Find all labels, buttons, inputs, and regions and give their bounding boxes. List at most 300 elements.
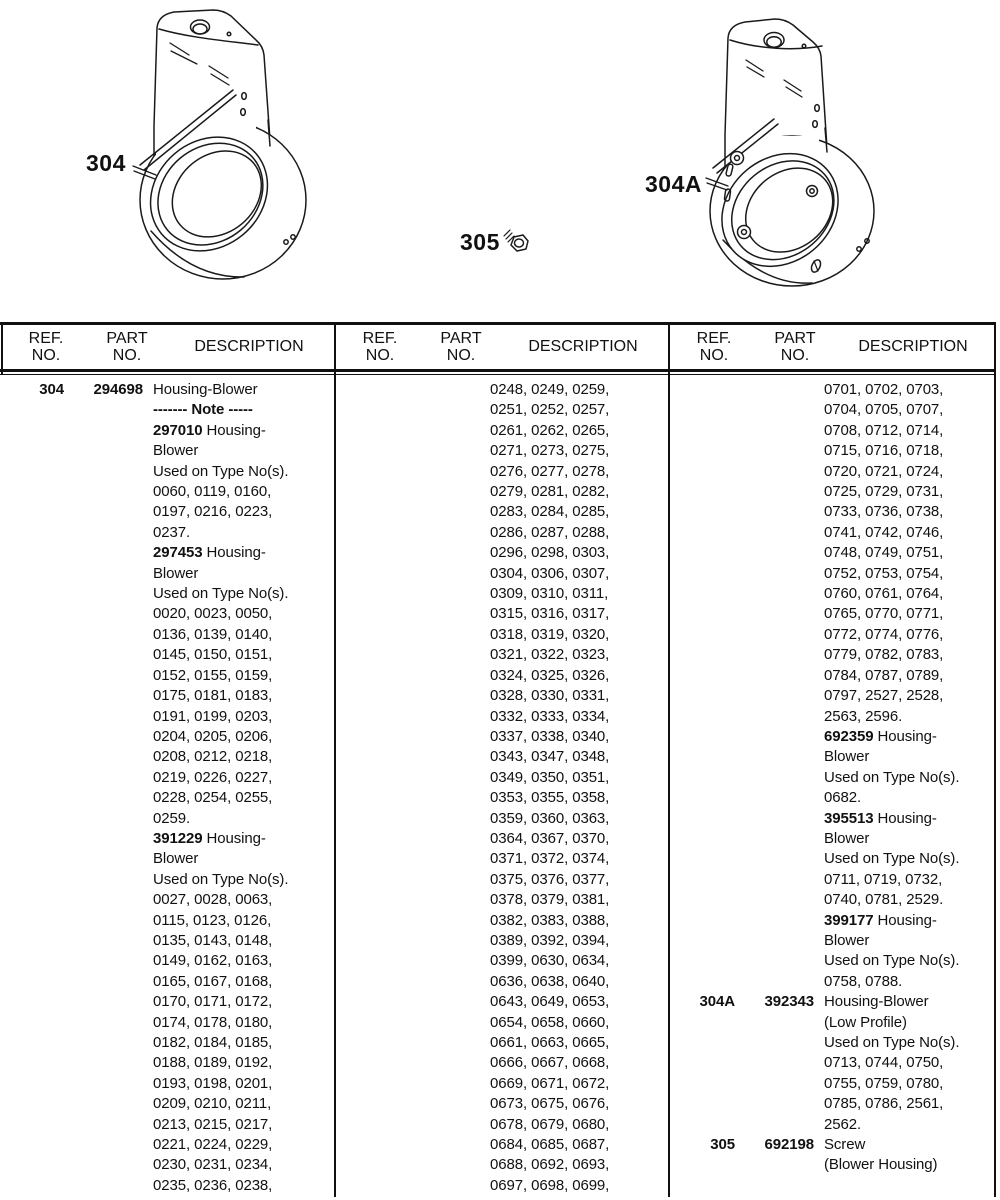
ref-no-value xyxy=(671,1115,735,1135)
ref-no-value xyxy=(337,1155,401,1175)
ref-no-value xyxy=(337,829,401,849)
part-no-value xyxy=(401,707,480,727)
part-no-value xyxy=(401,1033,480,1053)
parts-table-line xyxy=(671,625,994,645)
ref-no-value xyxy=(671,482,735,502)
parts-table-line xyxy=(0,1176,334,1196)
description-text: 0349, 0350, 0351, xyxy=(490,768,610,786)
description-text: 0328, 0330, 0331, xyxy=(490,687,610,705)
ref-no-value xyxy=(671,380,735,400)
ref-no-value xyxy=(671,890,735,910)
ref-no-value xyxy=(337,523,401,543)
ref-no-value xyxy=(337,482,401,502)
description-text: 0228, 0254, 0255, xyxy=(153,789,273,807)
description-text: 0772, 0774, 0776, xyxy=(824,625,944,643)
ref-no-value xyxy=(0,972,64,992)
ref-no-value xyxy=(0,564,64,584)
ref-no-value xyxy=(337,951,401,971)
part-no-value xyxy=(401,584,480,604)
parts-table-line xyxy=(671,421,994,441)
description-text: 0230, 0231, 0234, xyxy=(153,1156,273,1174)
parts-table-line xyxy=(337,686,668,706)
parts-table-line xyxy=(337,400,668,420)
ref-no-value xyxy=(337,625,401,645)
parts-table-line xyxy=(671,1115,994,1135)
description-text: 0784, 0787, 0789, xyxy=(824,666,944,684)
description-text: 0711, 0719, 0732, xyxy=(824,870,943,888)
parts-table-line xyxy=(337,747,668,767)
description-text: Blower xyxy=(153,442,199,460)
part-no-value xyxy=(64,584,143,604)
parts-table-line xyxy=(337,1074,668,1094)
parts-table-line xyxy=(337,768,668,788)
parts-table-line xyxy=(337,1176,668,1196)
ref-no-value xyxy=(671,727,735,747)
ref-no-header: REF. NO. xyxy=(696,330,732,364)
ref-no-value xyxy=(337,584,401,604)
part-no-value xyxy=(735,1115,814,1135)
description-text: 0636, 0638, 0640, xyxy=(490,972,610,990)
parts-table-line xyxy=(0,543,334,563)
part-no-value xyxy=(64,911,143,931)
description-text: 0765, 0770, 0771, xyxy=(824,605,944,623)
parts-table-line xyxy=(337,829,668,849)
parts-table-line xyxy=(337,707,668,727)
description-text: 0165, 0167, 0168, xyxy=(153,972,273,990)
parts-table-line xyxy=(671,441,994,461)
ref-no-value xyxy=(337,1053,401,1073)
ref-no-value xyxy=(0,727,64,747)
parts-table-line xyxy=(337,564,668,584)
ref-no-value xyxy=(0,584,64,604)
description-text: 0643, 0649, 0653, xyxy=(490,993,610,1011)
ref-no-value xyxy=(0,686,64,706)
description-text: 0237. xyxy=(153,523,191,541)
ref-no-value xyxy=(671,707,735,727)
ref-no-value xyxy=(671,1013,735,1033)
ref-no-value: 304A xyxy=(699,993,735,1011)
description-text: Used on Type No(s). xyxy=(153,585,289,603)
table-header-rule-thin xyxy=(0,374,996,375)
ref-no-value xyxy=(337,870,401,890)
parts-table-line xyxy=(337,523,668,543)
parts-table-line xyxy=(337,1013,668,1033)
description-text: Used on Type No(s). xyxy=(824,850,960,868)
ref-no-value xyxy=(0,1074,64,1094)
part-no-value xyxy=(401,788,480,808)
part-no-value xyxy=(735,482,814,502)
part-no-value xyxy=(735,584,814,604)
part-no-value xyxy=(735,809,814,829)
parts-table-line xyxy=(337,502,668,522)
part-no-value xyxy=(401,380,480,400)
parts-table-line xyxy=(671,564,994,584)
description-text: 0715, 0716, 0718, xyxy=(824,442,944,460)
ref-no-value xyxy=(671,1155,735,1175)
part-no-value xyxy=(735,564,814,584)
part-no-value xyxy=(64,849,143,869)
parts-table-line xyxy=(0,686,334,706)
part-no-value xyxy=(401,870,480,890)
part-no-value xyxy=(401,482,480,502)
ref-no-value xyxy=(0,1033,64,1053)
description-text: 0283, 0284, 0285, xyxy=(490,503,610,521)
ref-no-value xyxy=(337,747,401,767)
figure-callout-304A: 304A xyxy=(645,171,702,197)
description-text: 0213, 0215, 0217, xyxy=(153,1115,273,1133)
parts-table-line xyxy=(337,666,668,686)
ref-no-value xyxy=(671,829,735,849)
description-text: 0304, 0306, 0307, xyxy=(490,564,610,582)
description-text: 0209, 0210, 0211, xyxy=(153,1095,272,1113)
description-text: Housing-Blower xyxy=(153,381,258,398)
description-text: 0315, 0316, 0317, xyxy=(490,605,610,623)
part-no-value xyxy=(401,890,480,910)
parts-table-line xyxy=(337,1115,668,1135)
ref-no-value xyxy=(671,543,735,563)
parts-table-line xyxy=(337,809,668,829)
part-no-value xyxy=(735,768,814,788)
ref-no-value xyxy=(337,400,401,420)
description-text: 0324, 0325, 0326, xyxy=(490,666,610,684)
ref-no-value xyxy=(671,849,735,869)
ref-no-value xyxy=(671,584,735,604)
ref-no-value xyxy=(337,727,401,747)
description-text: 0748, 0749, 0751, xyxy=(824,544,944,562)
part-no-value xyxy=(735,625,814,645)
ref-no-value xyxy=(337,992,401,1012)
table-header-rule xyxy=(0,369,996,372)
description-text: 0193, 0198, 0201, xyxy=(153,1074,273,1092)
description-text: 0684, 0685, 0687, xyxy=(490,1136,610,1154)
part-no-value xyxy=(401,829,480,849)
ref-no-value xyxy=(671,1094,735,1114)
ref-no-value xyxy=(337,380,401,400)
parts-table-line xyxy=(337,911,668,931)
ref-no-value xyxy=(671,911,735,931)
parts-table-line xyxy=(337,1053,668,1073)
table-divider-2 xyxy=(668,322,670,1197)
description-header: DESCRIPTION xyxy=(528,338,638,355)
ref-no-value xyxy=(0,441,64,461)
parts-table-line xyxy=(337,441,668,461)
description-text: 0673, 0675, 0676, xyxy=(490,1095,610,1113)
part-no-value xyxy=(735,747,814,767)
description-text: Blower xyxy=(153,850,199,868)
description-text: 0188, 0189, 0192, xyxy=(153,1054,273,1072)
part-no-value xyxy=(401,1115,480,1135)
description-text: Blower xyxy=(153,564,199,582)
ref-no-value xyxy=(0,890,64,910)
ref-no-value xyxy=(671,502,735,522)
ref-no-value xyxy=(0,870,64,890)
part-no-value xyxy=(735,666,814,686)
part-no-value xyxy=(64,1013,143,1033)
part-no-value xyxy=(64,564,143,584)
ref-no-value xyxy=(0,482,64,502)
ref-no-value xyxy=(0,625,64,645)
parts-table-line xyxy=(671,1135,994,1155)
part-no-value xyxy=(64,625,143,645)
part-no-header: PART NO. xyxy=(440,330,482,364)
part-no-value xyxy=(401,564,480,584)
part-no-value xyxy=(401,931,480,951)
part-no-header: PART NO. xyxy=(106,330,148,364)
parts-table-panel-2 xyxy=(337,380,668,1196)
parts-table-line xyxy=(0,890,334,910)
part-no-value xyxy=(401,1094,480,1114)
part-no-value xyxy=(735,1053,814,1073)
parts-table-line xyxy=(671,788,994,808)
part-no-value xyxy=(64,1033,143,1053)
part-no-value xyxy=(735,829,814,849)
ref-no-value xyxy=(0,502,64,522)
part-no-value xyxy=(735,502,814,522)
ref-no-value xyxy=(0,829,64,849)
parts-table-line xyxy=(0,972,334,992)
parts-table-line xyxy=(0,645,334,665)
description-text: 395513 Housing- xyxy=(824,809,937,827)
part-no-value xyxy=(64,543,143,563)
description-text: 0332, 0333, 0334, xyxy=(490,707,610,725)
parts-table-line xyxy=(0,1115,334,1135)
parts-table-line xyxy=(671,972,994,992)
description-text: 0755, 0759, 0780, xyxy=(824,1074,944,1092)
ref-no-value xyxy=(671,604,735,624)
description-text: 0318, 0319, 0320, xyxy=(490,625,610,643)
part-no-value xyxy=(401,992,480,1012)
parts-table-panel-1 xyxy=(0,380,334,1196)
description-text: 0259. xyxy=(153,809,191,827)
ref-no-value xyxy=(337,768,401,788)
ref-no-value xyxy=(0,1115,64,1135)
description-text: 391229 Housing- xyxy=(153,829,266,847)
parts-table-line xyxy=(671,809,994,829)
parts-table-line xyxy=(671,849,994,869)
parts-table-line xyxy=(0,727,334,747)
description-text: 0115, 0123, 0126, xyxy=(153,911,272,929)
ref-no-value xyxy=(0,1155,64,1175)
parts-table-line xyxy=(0,604,334,624)
part-no-value xyxy=(401,686,480,706)
parts-table-line xyxy=(671,727,994,747)
ref-no-value xyxy=(671,686,735,706)
part-no-value xyxy=(401,849,480,869)
description-text: 0654, 0658, 0660, xyxy=(490,1013,610,1031)
description-text: 0175, 0181, 0183, xyxy=(153,687,273,705)
description-text: 0197, 0216, 0223, xyxy=(153,503,273,521)
table-right-border xyxy=(994,322,996,1197)
part-no-value xyxy=(735,870,814,890)
description-text: 0145, 0150, 0151, xyxy=(153,646,273,664)
description-text: 0713, 0744, 0750, xyxy=(824,1054,944,1072)
part-no-value xyxy=(735,911,814,931)
description-text: 692359 Housing- xyxy=(824,727,937,745)
description-text: 297453 Housing- xyxy=(153,544,266,562)
ref-no-value xyxy=(0,747,64,767)
part-no-value xyxy=(401,604,480,624)
part-no-value xyxy=(735,441,814,461)
description-text: 0708, 0712, 0714, xyxy=(824,421,944,439)
ref-no-value xyxy=(337,441,401,461)
ref-no-value xyxy=(671,809,735,829)
ref-no-value xyxy=(337,1074,401,1094)
parts-table-line xyxy=(337,849,668,869)
part-no-value xyxy=(735,931,814,951)
description-text: 0221, 0224, 0229, xyxy=(153,1136,273,1154)
description-text: 0760, 0761, 0764, xyxy=(824,585,944,603)
ref-no-value xyxy=(671,523,735,543)
parts-table-line xyxy=(0,849,334,869)
ref-no-value xyxy=(671,564,735,584)
part-no-value xyxy=(735,707,814,727)
ref-no-value xyxy=(0,1176,64,1196)
part-no-value xyxy=(401,666,480,686)
description-text: 0741, 0742, 0746, xyxy=(824,523,944,541)
table-top-rule xyxy=(0,322,996,325)
ref-no-value xyxy=(671,788,735,808)
ref-no-value xyxy=(0,1135,64,1155)
parts-table-line xyxy=(671,666,994,686)
description-text: 0135, 0143, 0148, xyxy=(153,931,273,949)
part-no-value xyxy=(401,1074,480,1094)
parts-table-line xyxy=(337,1135,668,1155)
ref-no-value xyxy=(337,972,401,992)
description-text: Used on Type No(s). xyxy=(153,462,289,480)
description-text: 0678, 0679, 0680, xyxy=(490,1115,610,1133)
description-text: 0235, 0236, 0238, xyxy=(153,1176,273,1194)
part-no-value xyxy=(735,523,814,543)
description-text: 0060, 0119, 0160, xyxy=(153,483,272,501)
description-text: 0309, 0310, 0311, xyxy=(490,585,609,603)
ref-no-value xyxy=(337,1033,401,1053)
part-no-value xyxy=(64,645,143,665)
blower-housing-304-drawing xyxy=(127,10,306,279)
part-no-value xyxy=(64,1053,143,1073)
description-text: Screw xyxy=(824,1136,866,1154)
description-text: Used on Type No(s). xyxy=(153,870,289,888)
description-text: 0353, 0355, 0358, xyxy=(490,789,610,807)
part-no-value xyxy=(401,747,480,767)
parts-table-line xyxy=(0,747,334,767)
description-text: 0191, 0199, 0203, xyxy=(153,707,273,725)
ref-no-value xyxy=(0,666,64,686)
part-no-value xyxy=(64,502,143,522)
part-no-value xyxy=(64,890,143,910)
parts-table-line xyxy=(337,543,668,563)
parts-table-line xyxy=(671,1094,994,1114)
part-no-value xyxy=(64,604,143,624)
description-text: 0204, 0205, 0206, xyxy=(153,727,273,745)
part-no-value xyxy=(735,1033,814,1053)
description-text: 0149, 0162, 0163, xyxy=(153,952,273,970)
description-text: Blower xyxy=(824,829,870,847)
parts-table-line xyxy=(0,788,334,808)
parts-table-line xyxy=(671,645,994,665)
parts-table-line xyxy=(671,1074,994,1094)
part-no-value: 692198 xyxy=(764,1136,814,1154)
description-text: 0682. xyxy=(824,789,862,807)
description-text: 0688, 0692, 0693, xyxy=(490,1156,610,1174)
description-text: 0279, 0281, 0282, xyxy=(490,483,610,501)
ref-no-value xyxy=(0,931,64,951)
part-no-value xyxy=(64,400,143,420)
part-no-value: 392343 xyxy=(764,993,814,1011)
parts-table-line xyxy=(0,1033,334,1053)
parts-table-line xyxy=(671,502,994,522)
parts-table-line xyxy=(0,992,334,1012)
parts-table-line xyxy=(337,584,668,604)
ref-no-value xyxy=(337,849,401,869)
parts-table-line xyxy=(0,707,334,727)
parts-diagram xyxy=(0,0,1000,318)
ref-no-value xyxy=(671,972,735,992)
parts-table-line xyxy=(0,462,334,482)
ref-no-value xyxy=(671,462,735,482)
ref-no-value xyxy=(337,686,401,706)
parts-table-line xyxy=(337,1033,668,1053)
description-text: 0701, 0702, 0703, xyxy=(824,381,944,398)
ref-no-value xyxy=(0,1053,64,1073)
parts-table-line xyxy=(337,992,668,1012)
part-no-value xyxy=(735,727,814,747)
parts-table-line xyxy=(671,482,994,502)
parts-table-line xyxy=(0,584,334,604)
parts-table-line xyxy=(337,604,668,624)
parts-table-line xyxy=(337,951,668,971)
parts-table-line xyxy=(671,1033,994,1053)
ref-no-value xyxy=(337,462,401,482)
parts-table-line xyxy=(671,1053,994,1073)
part-no-value xyxy=(64,1176,143,1196)
part-no-value xyxy=(735,380,814,400)
description-text: 0170, 0171, 0172, xyxy=(153,993,273,1011)
ref-no-value xyxy=(671,421,735,441)
parts-table-line xyxy=(671,870,994,890)
ref-no-value xyxy=(671,645,735,665)
description-text: Used on Type No(s). xyxy=(824,952,960,970)
description-text: 0261, 0262, 0265, xyxy=(490,421,610,439)
parts-table-line xyxy=(671,768,994,788)
description-text: 0661, 0663, 0665, xyxy=(490,1034,610,1051)
parts-table-line xyxy=(0,400,334,420)
part-no-value xyxy=(735,849,814,869)
description-text: 0779, 0782, 0783, xyxy=(824,646,944,664)
part-no-value: 294698 xyxy=(93,381,143,398)
description-text: 0020, 0023, 0050, xyxy=(153,605,273,623)
part-no-value xyxy=(735,1155,814,1175)
parts-table-line xyxy=(671,992,994,1012)
description-text: 0027, 0028, 0063, xyxy=(153,891,273,909)
part-no-value xyxy=(401,1053,480,1073)
parts-table-line xyxy=(671,604,994,624)
ref-no-value xyxy=(337,564,401,584)
ref-no-value xyxy=(337,666,401,686)
parts-table-line xyxy=(671,829,994,849)
part-no-value xyxy=(64,788,143,808)
parts-table-line xyxy=(671,911,994,931)
parts-table-line xyxy=(671,951,994,971)
description-text: 0208, 0212, 0218, xyxy=(153,748,273,766)
ref-no-value xyxy=(671,400,735,420)
part-no-value xyxy=(401,1155,480,1175)
ref-no-value xyxy=(0,707,64,727)
ref-no-header: REF. NO. xyxy=(28,330,64,364)
parts-table-line xyxy=(671,707,994,727)
part-no-value xyxy=(64,482,143,502)
parts-table-line xyxy=(0,809,334,829)
figure-callout-305: 305 xyxy=(460,229,500,255)
